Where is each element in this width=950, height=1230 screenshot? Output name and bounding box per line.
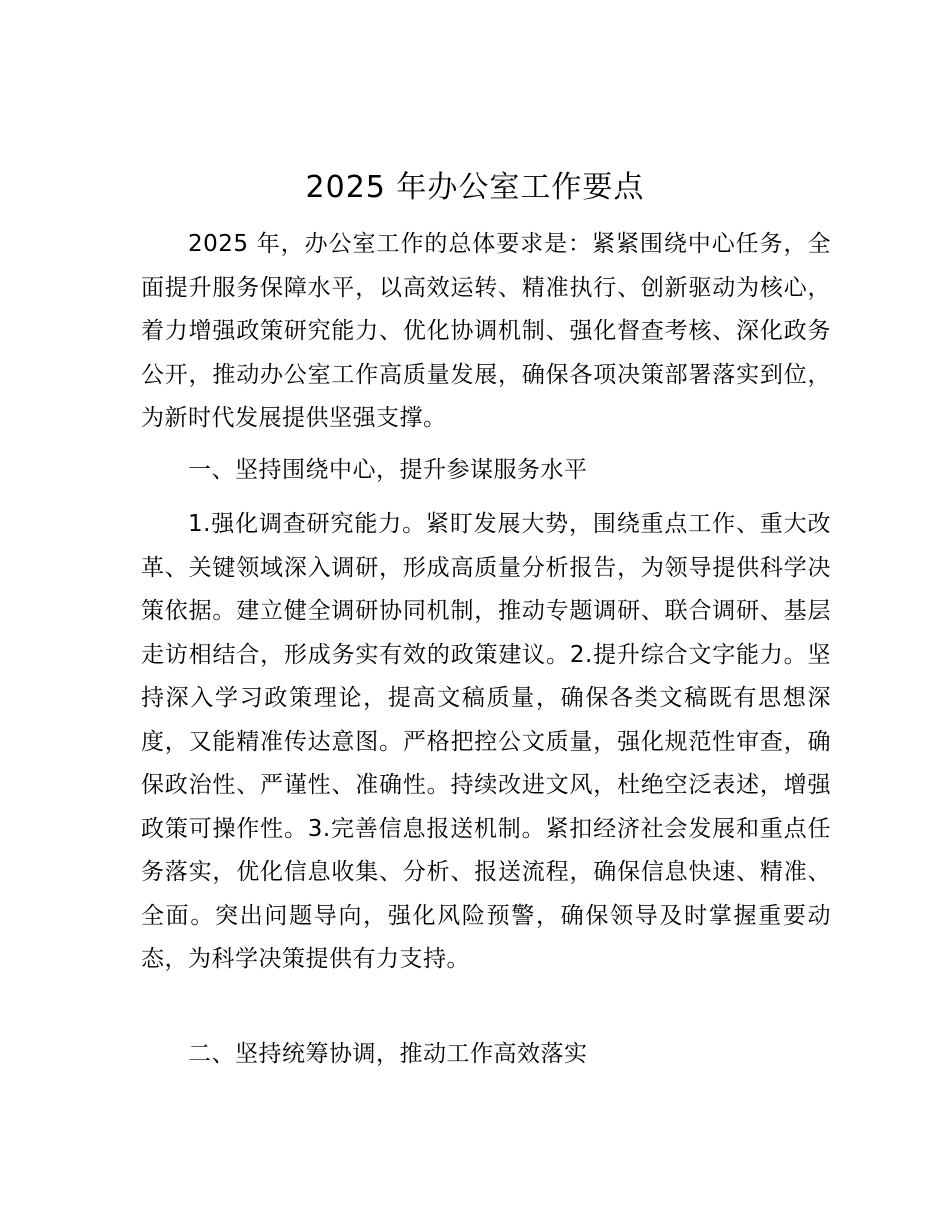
section-one-heading: 一、坚持围绕中心，提升参谋服务水平: [188, 457, 588, 483]
section-one-body: 1.强化调查研究能力。紧盯发展大势，围绕重点工作、重大改革、关键领域深入调研，形成高质量分析报告，为领导提供科学决策依据。建立健全调研协同机制，推动专题调研、联合调研、基层走访相结合，形成务实有效的政策建议。2.提升综合文字能力。坚持深入学习政策理论，提高文稿质量，确保各类文稿既有思想深度，又能精准传达意图。严格把控公文质量，强化规范性审查，确保政治性、严谨性、准确性。持续改进文风，杜绝空泛表述，增强政策可操作性。3.完善信息报送机制。紧扣经济社会发展和重点任务落实，优化信息收集、分析、报送流程，确保信息快速、精准、全面。突出问题导向，强化风险预警，确保领导及时掌握重要动态，为科学决策提供有力支持。: [141, 511, 831, 972]
section-two-heading: 二、坚持统筹协调，推动工作高效落实: [188, 1041, 588, 1067]
document-title: 2025 年办公室工作要点: [305, 170, 645, 205]
intro-paragraph: 2025 年，办公室工作的总体要求是：紧紧围绕中心任务，全面提升服务保障水平，以高效运转、精准执行、创新驱动为核心，着力增强政策研究能力、优化协调机制、强化督查考核、深化政务公开，推动办公室工作高质量发展，确保各项决策部署落实到位，为新时代发展提供坚强支撑。: [141, 231, 831, 431]
